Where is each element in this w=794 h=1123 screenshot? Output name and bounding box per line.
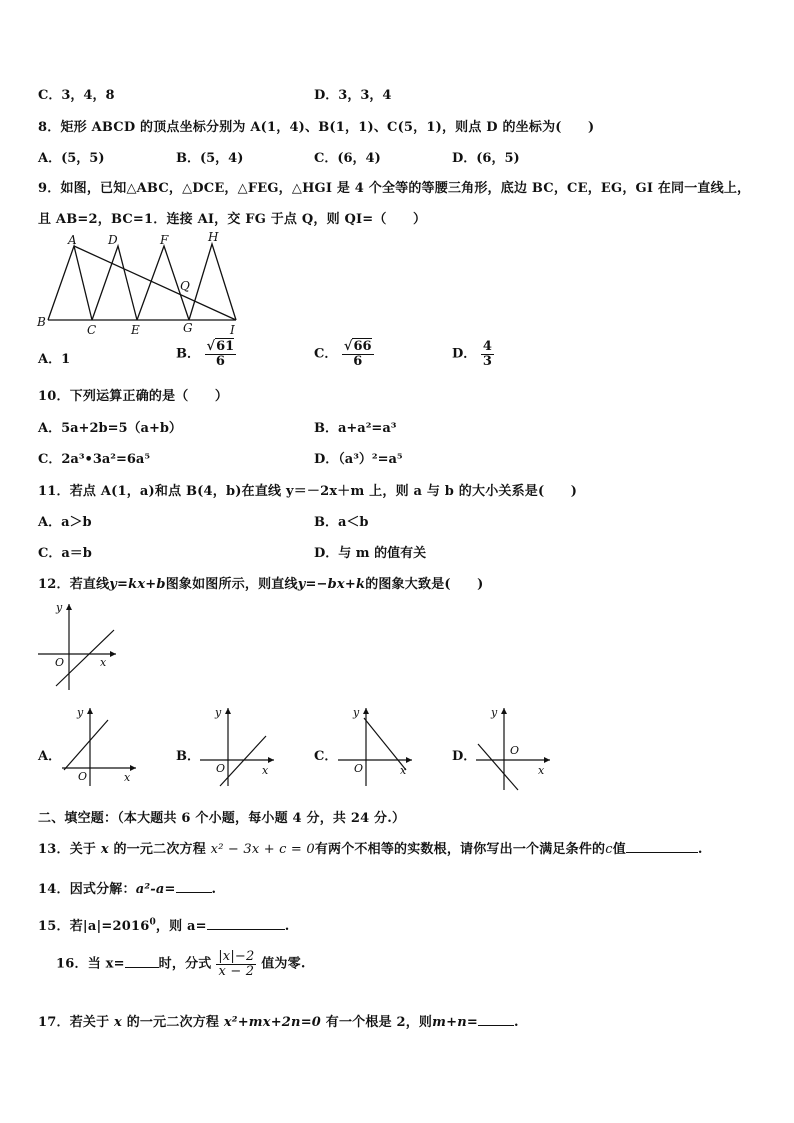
q12-option-a-graph [58, 704, 142, 788]
q13-post: 有两个不相等的实数根，请你写出一个满足条件的 [314, 842, 606, 857]
q15-tail: . [284, 919, 290, 934]
q11-option-c: C．a＝b [38, 546, 92, 561]
q9-option-b [176, 340, 236, 368]
q13-mid: 的一元二次方程 [113, 842, 206, 857]
q14-tail: . [211, 882, 217, 897]
q10-option-a: A．5a+2b=5（a+b） [38, 421, 182, 436]
q12-option-c-label: C． [314, 749, 338, 764]
q12-option-b-label: B． [176, 749, 200, 764]
q12-d-label-y: y [491, 706, 498, 719]
q15-mid: ，则 a= [155, 919, 207, 934]
q13-end: 值 [612, 842, 626, 857]
q13-tail: . [697, 842, 703, 857]
q12-option-c-graph [334, 704, 418, 788]
q12-b-label-x: x [262, 764, 269, 777]
q9-option-d-numerator: 4 [482, 339, 492, 354]
q9-label-g: G [183, 321, 193, 335]
q16-fraction [216, 950, 256, 978]
q13-stem [38, 838, 703, 857]
q9-stem-line1: 9．如图，已知△ABC，△DCE，△FEG，△HGI 是 4 个全等的等腰三角形，底边 BC，CE，EG，GI 在同一直线上， [38, 181, 751, 196]
q9-segment-ai [74, 246, 236, 320]
q8-option-c: C．(6，4) [314, 151, 381, 166]
q8-option-a: A．(5，5) [38, 151, 105, 166]
q14-stem [38, 878, 216, 897]
q11-stem: 11．若点 A(1，a)和点 B(4，b)在直线 y＝－2x＋m 上，则 a 与 b 的大小关系是( ) [38, 484, 578, 499]
q8-stem: 8．矩形 ABCD 的顶点坐标分别为 A(1，4)、B(1，1)、C(5，1)，则点 D 的坐标为( ) [38, 120, 595, 135]
q9-option-c-label: C． [314, 346, 338, 362]
q11-option-b: B．a＜b [314, 515, 369, 530]
q9-option-b-fraction: $\frac{√61}{6}$ [206, 339, 235, 369]
q15-pre: 15．若|a|=2016 [38, 919, 150, 934]
q9-option-c-denominator: 6 [353, 353, 363, 369]
q16-pre: 16．当 x= [56, 956, 125, 972]
q7-option-d: D．3，3，4 [314, 88, 392, 103]
q16-mid: 时，分式 [158, 956, 212, 972]
q9-option-d-denominator: 3 [482, 353, 492, 369]
q12-stem-post: 的图象大致是( ) [365, 577, 484, 592]
q17-var-x: x [114, 1015, 122, 1030]
q10-stem: 10．下列运算正确的是（ ） [38, 389, 229, 404]
q11-option-a: A．a＞b [38, 515, 92, 530]
q9-stem-line2: 且 AB=2，BC=1．连接 AI，交 FG 于点 Q，则 QI=（ ） [38, 212, 427, 227]
q16-fraction-numerator: |x|−2 [218, 949, 255, 964]
q17-stem [38, 1011, 519, 1030]
q11-option-d: D．与 m 的值有关 [314, 546, 427, 561]
q12-c-label-x: x [400, 764, 407, 777]
q12-d-label-o: O [510, 744, 520, 757]
q12-stem [38, 573, 484, 592]
q12-given-graph [36, 598, 122, 694]
q16-answer-blank[interactable] [125, 955, 159, 968]
q12-option-d-graph [472, 704, 556, 792]
q9-option-d-fraction [481, 340, 494, 368]
q12-given-label-y: y [56, 601, 63, 614]
q12-c-label-y: y [353, 706, 360, 719]
q12-given-label-x: x [100, 656, 107, 669]
q16-stem [56, 950, 306, 978]
q7-option-c: C．3，4，8 [38, 88, 115, 103]
q9-label-q: Q [180, 279, 190, 293]
q9-option-d-label: D． [452, 346, 477, 362]
q15-stem [38, 915, 290, 934]
q15-answer-blank[interactable] [207, 917, 285, 930]
q12-b-label-o: O [216, 762, 226, 775]
q9-option-a: A．1 [38, 352, 71, 367]
q14-answer-blank[interactable] [176, 880, 212, 893]
q9-label-f: F [160, 233, 169, 247]
q12-formula-1: y=kx+b [109, 577, 166, 592]
q14-pre: 14．因式分解： [38, 882, 136, 897]
q17-mid: 的一元二次方程 [126, 1015, 220, 1030]
q12-stem-pre: 12．若直线 [38, 577, 110, 592]
q9-triangle-figure [34, 228, 244, 338]
q12-option-d-label: D． [452, 749, 477, 764]
q16-fraction-denominator: x − 2 [218, 963, 255, 979]
q8-option-b: B．(5，4) [176, 151, 244, 166]
q17-pre: 17．若关于 [38, 1015, 110, 1030]
q17-post: 有一个根是 2，则 [325, 1015, 433, 1030]
q10-option-d: D．（a³）²=a⁵ [314, 452, 403, 467]
q12-option-a-label: A． [38, 749, 62, 764]
q16-post: 值为零. [261, 956, 306, 972]
q13-equation: x² − 3x + c = 0 [210, 842, 315, 857]
q10-option-b: B．a+a²=a³ [314, 421, 397, 436]
q12-c-label-o: O [354, 762, 364, 775]
q9-label-e: E [131, 323, 140, 337]
q13-pre: 13．关于 [38, 842, 97, 857]
q9-label-c: C [87, 323, 97, 337]
q12-d-label-x: x [538, 764, 545, 777]
q10-option-c: C．2a³•3a²=6a⁵ [38, 452, 151, 467]
q17-equation: x²+mx+2n=0 [223, 1015, 322, 1030]
q12-stem-mid: 图象如图所示，则直线 [165, 577, 298, 592]
q9-option-b-denominator: 6 [215, 353, 225, 369]
q9-option-c-fraction: $\frac{√66}{6}$ [343, 339, 372, 369]
q9-label-i: I [230, 323, 235, 337]
q9-option-d [452, 340, 494, 368]
q8-option-d: D．(6，5) [452, 151, 520, 166]
q12-given-label-o: O [55, 656, 65, 669]
q13-var-x: x [100, 842, 109, 857]
q9-label-d: D [108, 233, 118, 247]
q9-label-b: B [37, 315, 46, 329]
q12-formula-2: y=−bx+k [297, 577, 366, 592]
q17-expression: m+n= [432, 1015, 478, 1030]
q9-option-c [314, 340, 374, 368]
q12-b-label-y: y [215, 706, 222, 719]
q12-option-b-graph [196, 704, 280, 788]
q13-answer-blank[interactable] [626, 840, 698, 853]
q12-a-label-y: y [77, 706, 84, 719]
q9-label-a: A [68, 233, 77, 247]
q9-option-c-numerator: 66 [353, 339, 372, 354]
q9-option-b-numerator: 61 [216, 339, 235, 354]
section-fill-in-title: 二、填空题：（本大题共 6 个小题，每小题 4 分，共 24 分.） [38, 811, 406, 826]
q13-var-c: c [605, 842, 613, 857]
q17-answer-blank[interactable] [478, 1013, 514, 1026]
q9-triangle-abc [48, 246, 92, 320]
q12-a-label-o: O [78, 770, 88, 783]
q9-label-h: H [208, 230, 219, 244]
q9-option-b-label: B． [176, 346, 200, 362]
q15-superscript: 0 [149, 917, 156, 928]
q14-expression: a²-a= [135, 882, 176, 897]
q17-tail: . [513, 1015, 519, 1030]
q12-a-label-x: x [124, 771, 131, 784]
